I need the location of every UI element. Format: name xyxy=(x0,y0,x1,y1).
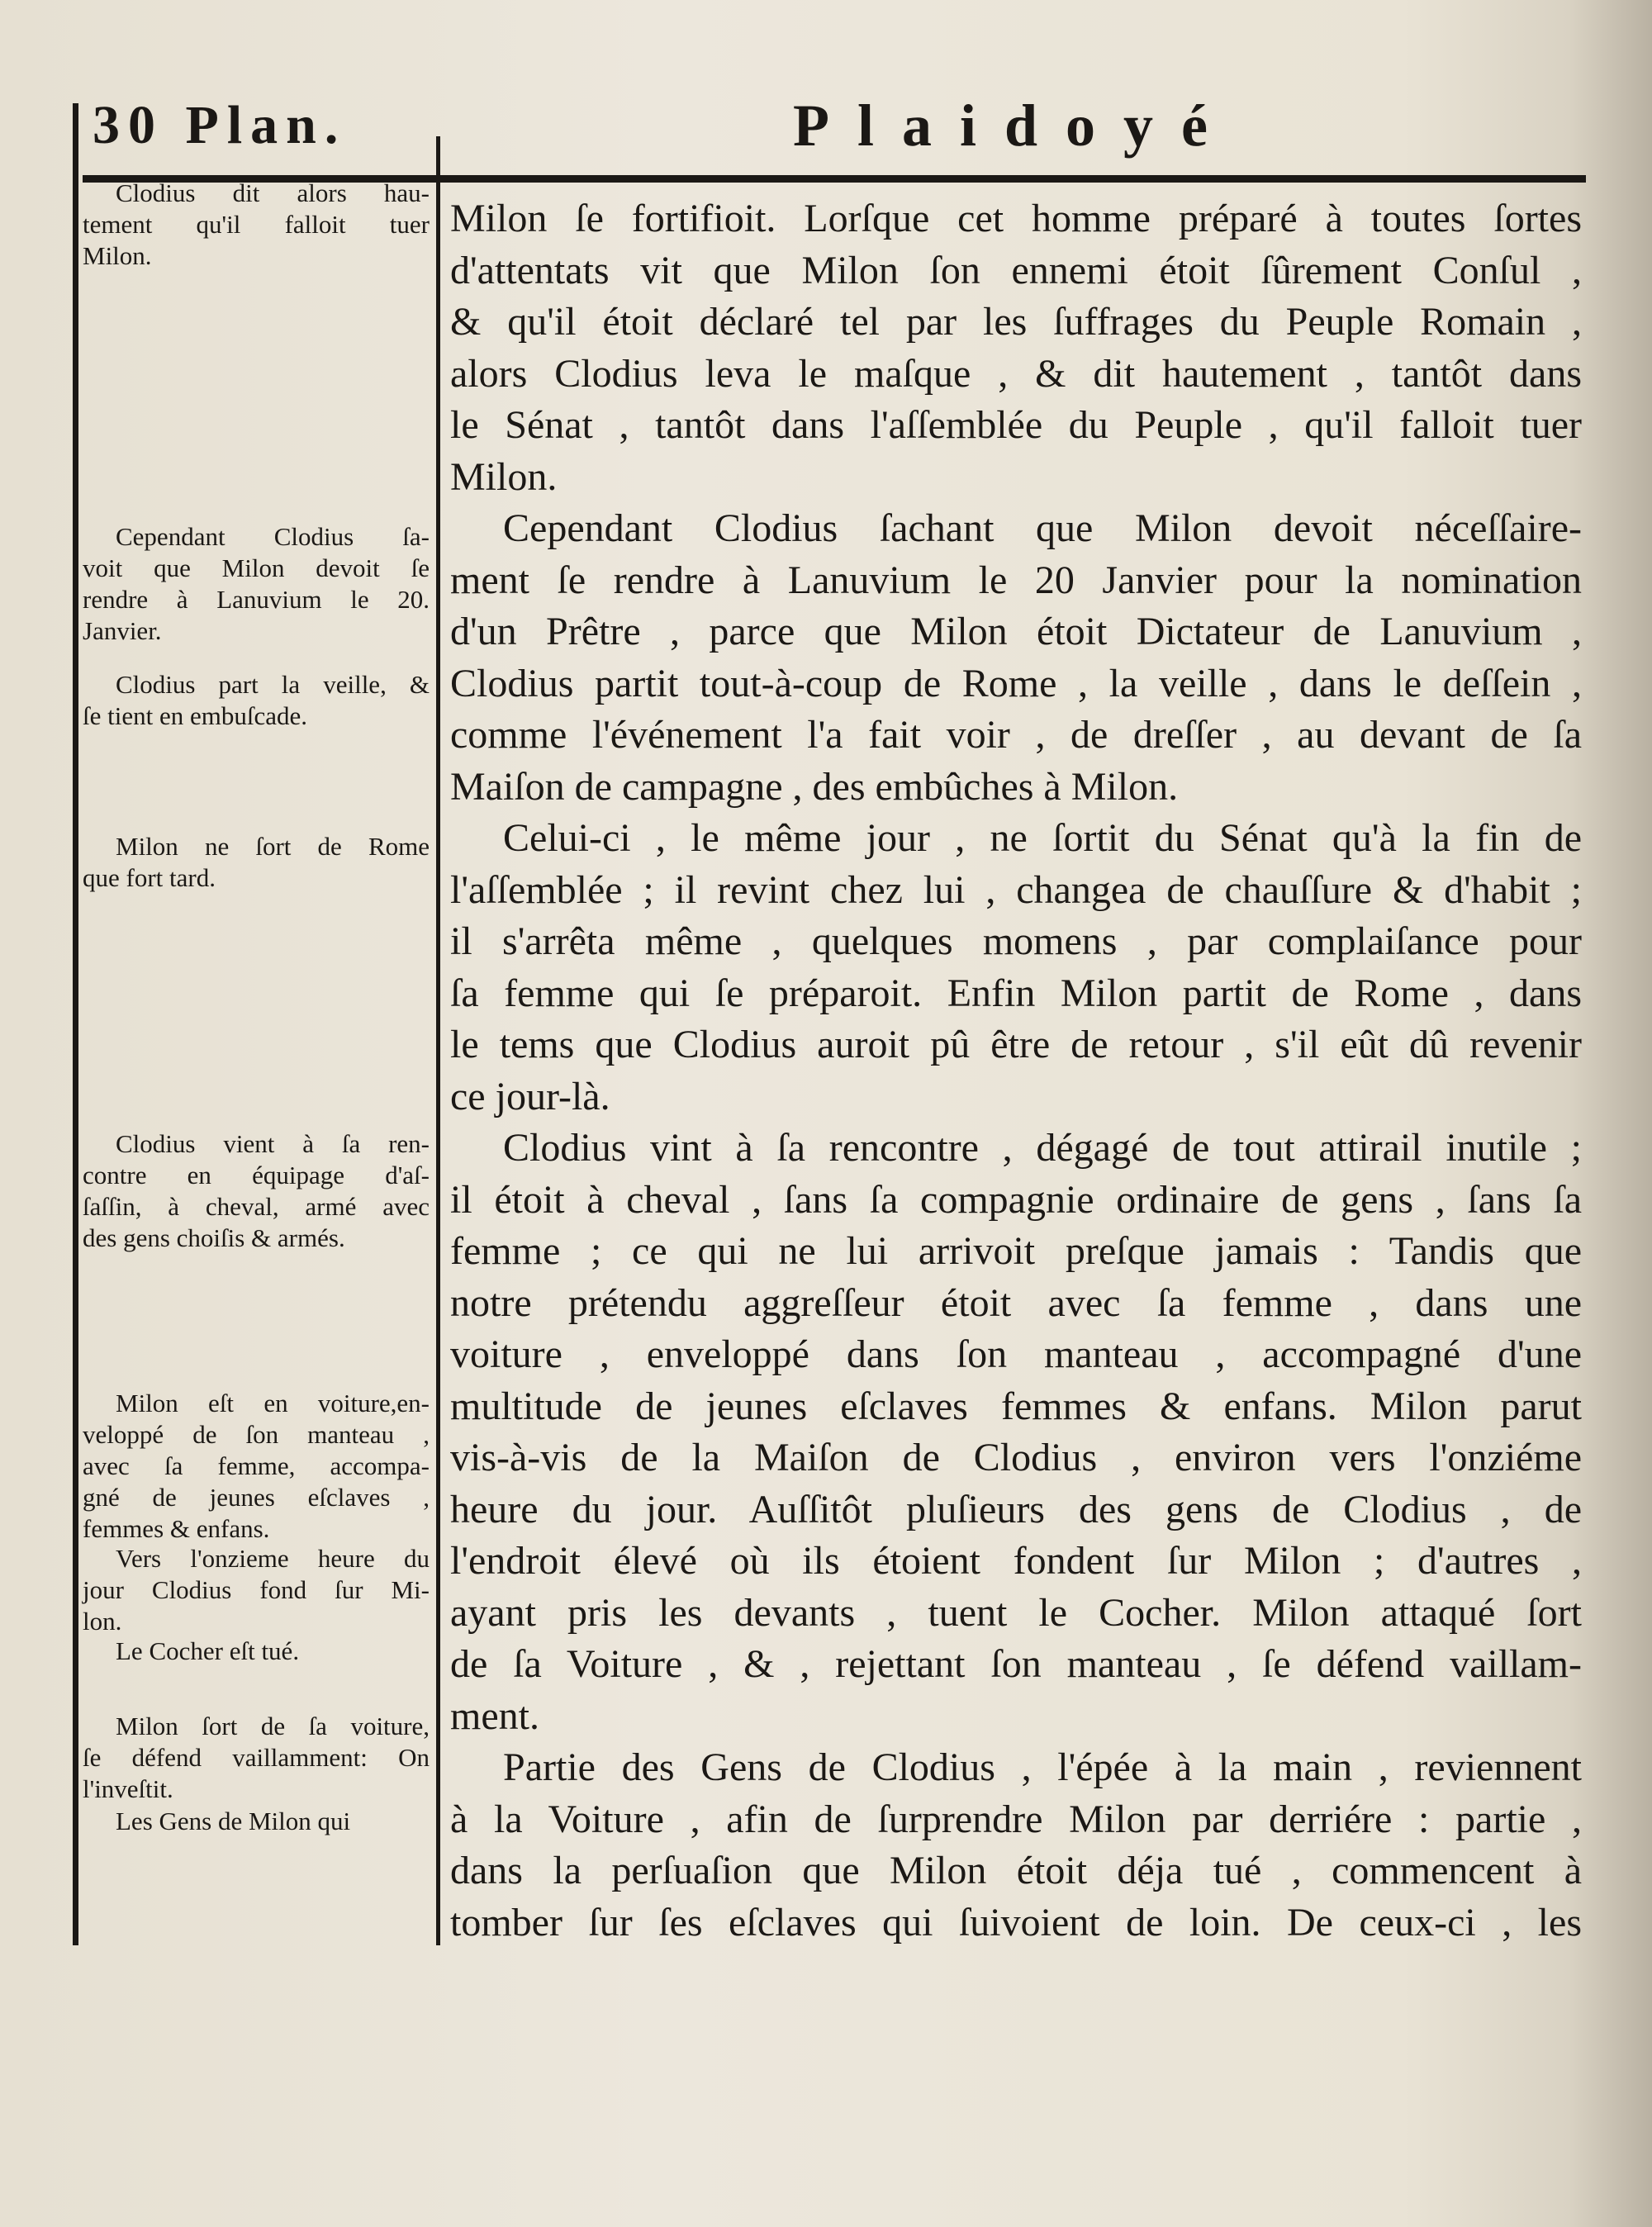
page-number: 30 xyxy=(93,95,164,155)
main-text-line: notre prétendu aggreſſeur étoit avec ſa femme , dans une xyxy=(450,1280,1582,1325)
margin-note-line: voit que Milon devoit ſe xyxy=(83,553,430,582)
margin-note-line: des gens choiſis & armés. xyxy=(83,1223,345,1252)
main-text-line: d'un Prêtre , parce que Milon étoit Dictateur de Lanuvium , xyxy=(450,610,1582,653)
main-text-line: l'aſſemblée ; il revint chez lui , changea de chauſſure & d'habit ; xyxy=(450,867,1582,912)
margin-note-line: ſe défend vaillamment: On xyxy=(83,1743,430,1772)
margin-note-line: veloppé de ſon manteau , xyxy=(83,1420,430,1449)
right-running-title: Plaidoyé xyxy=(793,93,1236,159)
main-text-line: ſa femme qui ſe préparoit. Enfin Milon partit de Rome , dans xyxy=(450,971,1582,1015)
main-text-line: ment. xyxy=(450,1693,539,1738)
main-text-line: Milon ſe fortifioit. Lorſque cet homme préparé à toutes ſortes xyxy=(450,197,1582,240)
margin-note-line: Cependant Clodius ſa- xyxy=(116,522,430,551)
margin-note-line: Les Gens de Milon qui xyxy=(116,1807,351,1835)
main-text-line: Clodius partit tout-à-coup de Rome , la veille , dans le deſſein , xyxy=(450,661,1582,705)
main-text-line: à la Voiture , afin de ſurprendre Milon par derriére : partie , xyxy=(450,1797,1582,1841)
column-divider-rule xyxy=(436,136,440,1945)
main-text-line: vis-à-vis de la Maiſon de Clodius , environ vers l'onziéme xyxy=(450,1436,1582,1479)
margin-note-line: gné de jeunes eſclaves , xyxy=(83,1483,430,1512)
main-text-line: heure du jour. Auſſitôt pluſieurs des gens de Clodius , de xyxy=(450,1487,1582,1531)
margin-note-line: avec ſa femme, accompa- xyxy=(83,1451,430,1480)
main-text-line: multitude de jeunes eſclaves femmes & enfans. Milon parut xyxy=(450,1384,1582,1428)
main-text-line: femme ; ce qui ne lui arrivoit preſque jamais : Tandis que xyxy=(450,1229,1582,1273)
margin-note-line: Clodius dit alors hau- xyxy=(116,178,430,207)
main-text-line: ayant pris les devants , tuent le Cocher. Milon attaqué ſort xyxy=(450,1590,1582,1635)
left-running-title: Plan. xyxy=(185,95,347,155)
main-text-line: il étoit à cheval , ſans ſa compagnie ordinaire de gens , ſans ſa xyxy=(450,1177,1582,1222)
margin-note-line: Milon ne ſort de Rome xyxy=(116,832,430,861)
main-text-line: d'attentats vit que Milon ſon ennemi étoit ſûrement Conſul , xyxy=(450,248,1582,292)
margin-note-line: Milon ſort de ſa voiture, xyxy=(116,1712,430,1740)
margin-note-line: l'inveſtit. xyxy=(83,1774,173,1803)
main-text-line: voiture , enveloppé dans ſon manteau , accompagné d'une xyxy=(450,1332,1582,1376)
margin-note-line: Clodius vient à ſa ren- xyxy=(116,1129,430,1158)
main-text-line: dans la perſuaſion que Milon étoit déja tué , commencent à xyxy=(450,1849,1582,1892)
margin-note-line: Vers l'onzieme heure du xyxy=(116,1544,430,1573)
margin-note-line: femmes & enfans. xyxy=(83,1514,270,1543)
main-text-line: Clodius vint à ſa rencontre , dégagé de tout attirail inutile ; xyxy=(503,1126,1582,1170)
margin-note-line: que fort tard. xyxy=(83,863,216,892)
main-text-line: de ſa Voiture , & , rejettant ſon manteau , ſe défend vaillam- xyxy=(450,1642,1582,1686)
margin-note-line: tement qu'il falloit tuer xyxy=(83,210,430,239)
margin-note-line: Le Cocher eſt tué. xyxy=(116,1636,300,1665)
margin-note-line: Clodius part la veille, & xyxy=(116,670,430,699)
main-text-line: le Sénat , tantôt dans l'aſſemblée du Peuple , qu'il falloit tuer xyxy=(450,403,1582,447)
main-text-line: & qu'il étoit déclaré tel par les ſuffrages du Peuple Romain , xyxy=(450,300,1582,344)
margin-note-line: jour Clodius fond ſur Mi- xyxy=(83,1575,430,1604)
margin-note-line: Milon eſt en voiture,en- xyxy=(116,1389,430,1417)
main-text-line: alors Clodius leva le maſque , & dit hautement , tantôt dans xyxy=(450,351,1582,396)
page-header-left xyxy=(93,93,346,159)
margin-note-line: ſe tient en embuſcade. xyxy=(83,701,307,730)
main-text-line: tomber ſur ſes eſclaves qui ſuivoient de loin. De ceux-ci , les xyxy=(450,1900,1582,1944)
margin-note-line: Janvier. xyxy=(83,616,162,645)
margin-note-line: ſaſſin, à cheval, armé avec xyxy=(83,1192,430,1221)
main-text-line: l'endroit élevé où ils étoient fondent ſur Milon ; d'autres , xyxy=(450,1539,1582,1583)
margin-note-line: contre en équipage d'aſ- xyxy=(83,1161,430,1189)
margin-note-line: Milon. xyxy=(83,241,152,270)
main-text-line: Cependant Clodius ſachant que Milon devoit néceſſaire- xyxy=(503,506,1582,550)
main-text-line: ce jour-là. xyxy=(450,1074,610,1118)
main-text-line: comme l'événement l'a fait voir , de dreſſer , au devant de ſa xyxy=(450,713,1582,757)
main-text-line: Maiſon de campagne , des embûches à Milon. xyxy=(450,764,1179,809)
margin-note-line: rendre à Lanuvium le 20. xyxy=(83,585,430,614)
main-text-line: Celui-ci , le même jour , ne ſortit du Sénat qu'à la fin de xyxy=(503,816,1582,860)
main-text-line: le tems que Clodius auroit pû être de retour , s'il eût dû revenir xyxy=(450,1023,1582,1066)
main-text-line: Partie des Gens de Clodius , l'épée à la main , reviennent xyxy=(503,1745,1582,1789)
main-text-line: Milon. xyxy=(450,454,558,499)
left-border-rule xyxy=(73,103,78,1945)
main-text-line: ment ſe rendre à Lanuvium le 20 Janvier pour la nomination xyxy=(450,558,1582,602)
main-text-line: il s'arrêta même , quelques momens , par complaiſance pour xyxy=(450,919,1582,963)
margin-note-line: lon. xyxy=(83,1607,122,1636)
